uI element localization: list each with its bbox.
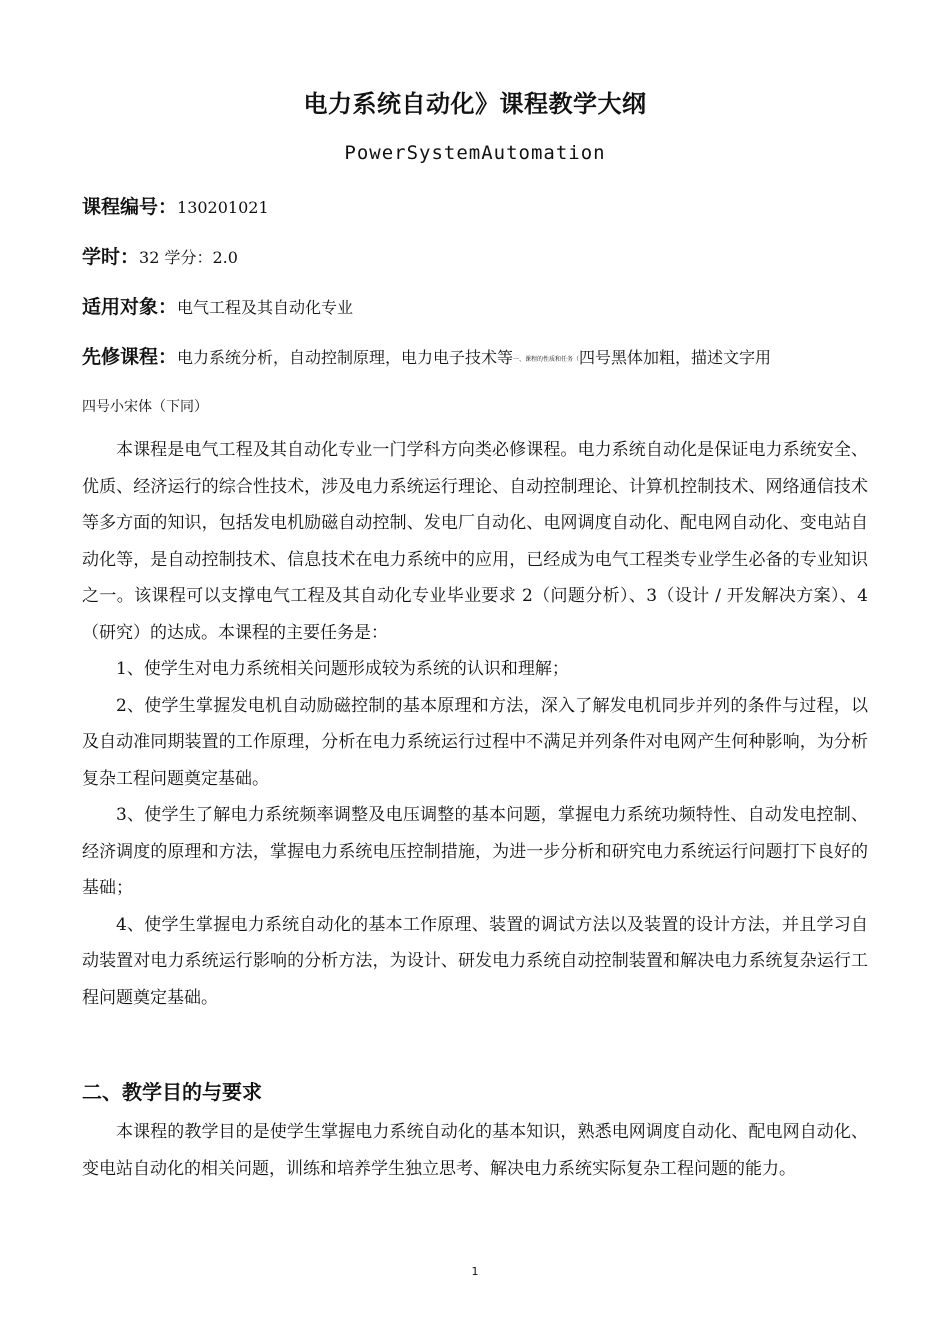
section2-heading: 二、教学目的与要求	[82, 1080, 262, 1104]
audience-value: 电气工程及其自动化专业	[177, 298, 354, 317]
document-title: 电力系统自动化》课程教学大纲	[303, 90, 647, 118]
document-subtitle: PowerSystemAutomation	[344, 142, 606, 164]
section1-heading-tiny: 一、课程的性质和任务（	[513, 356, 580, 364]
prerequisite-value: 电力系统分析，自动控制原理，电力电子技术等	[177, 348, 514, 367]
course-code-value: 130201021	[177, 198, 269, 217]
course-code-label: 课程编号：	[82, 196, 178, 218]
intro-paragraph: 本课程是电气工程及其自动化专业一门学科方向类必修课程。电力系统自动化是保证电力系统安全、优质、经济运行的综合性技术，涉及电力系统运行理论、自动控制理论、计算机控制技术、网络通信技术等多方面的知识，包括发电机励磁自动控制、发电厂自动化、电网调度自动化、配电网自动化、变电站自动化等，是自动控制技术、信息技术在电力系统中的应用，已经成为电气工程类专业学生必备的专业知识之一。该课程可以支撑电气工程及其自动化专业毕业要求 2（问题分析）、3（设计 / 开发解决方案）、4（研究）的达成。本课程的主要任务是：	[82, 440, 868, 643]
prerequisite-line	[82, 342, 771, 369]
format-note: 四号黑体加粗，描述文字用	[579, 348, 772, 367]
hours-line	[82, 242, 238, 269]
hours-value: 32 学分：2.0	[139, 248, 238, 267]
page-number: 1	[471, 1265, 479, 1278]
course-code-line	[82, 192, 269, 219]
format-note-continued: 四号小宋体（下同）	[82, 399, 208, 415]
prerequisite-label: 先修课程：	[82, 346, 178, 368]
task-item-1: 1、使学生对电力系统相关问题形成较为系统的认识和理解；	[116, 659, 569, 679]
objective-paragraph: 本课程的教学目的是使学生掌握电力系统自动化的基本知识，熟悉电网调度自动化、配电网自动化、变电站自动化的相关问题，训练和培养学生独立思考、解决电力系统实际复杂工程问题的能力。	[82, 1122, 868, 1179]
format-note-line2	[82, 396, 208, 416]
audience-line	[82, 292, 353, 319]
section2-body	[82, 1114, 868, 1187]
section1-body	[82, 432, 868, 1016]
audience-label: 适用对象：	[82, 296, 178, 318]
task-item-4: 4、使学生掌握电力系统自动化的基本工作原理、装置的调试方法以及装置的设计方法，并且学习自动装置对电力系统运行影响的分析方法，为设计、研发电力系统自动控制装置和解决电力系统复杂运行工程问题奠定基础。	[82, 914, 868, 1008]
task-item-2: 2、使学生掌握发电机自动励磁控制的基本原理和方法，深入了解发电机同步并列的条件与过程，以及自动准同期装置的工作原理，分析在电力系统运行过程中不满足并列条件对电网产生何种影响，为分析复杂工程问题奠定基础。	[82, 695, 868, 789]
hours-label: 学时：	[82, 246, 140, 268]
task-item-3: 3、使学生了解电力系统频率调整及电压调整的基本问题，掌握电力系统功频特性、自动发电控制、经济调度的原理和方法，掌握电力系统电压控制措施，为进一步分析和研究电力系统运行问题打下良好的基础；	[82, 805, 868, 898]
